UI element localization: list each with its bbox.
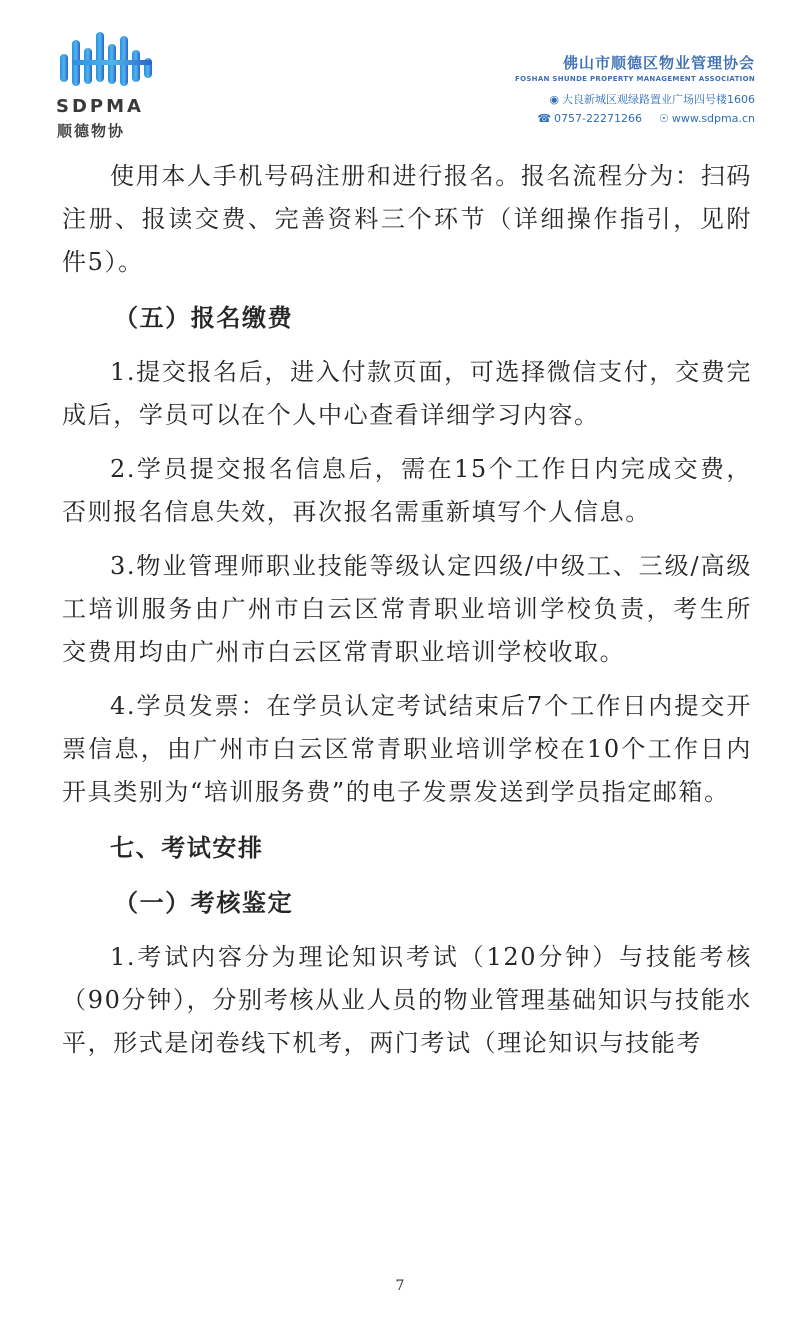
- paragraph-exam-content: 1.考试内容分为理论知识考试（120分钟）与技能考核（90分钟），分别考核从业人员的物业管理基础知识与技能水平，形式是闭卷线下机考，两门考试（理论知识与技能考: [62, 943, 752, 1057]
- section-heading-exam: 七、考试安排: [110, 833, 264, 862]
- phone-web-row: [537, 109, 755, 128]
- address-row: [537, 90, 755, 109]
- page-number: 7: [395, 1278, 405, 1294]
- org-name-en: FOSHAN SHUNDE PROPERTY MANAGEMENT ASSOCIATION: [514, 75, 755, 83]
- logo-abbreviation: SDPMA: [56, 96, 144, 117]
- paragraph-payment-3: 3.物业管理师职业技能等级认定四级/中级工、三级/高级工培训服务由广州市白云区常青职业培训学校负责，考生所交费用均由广州市白云区常青职业培训学校收取。: [62, 552, 752, 666]
- org-name-cn: 佛山市顺德区物业管理协会: [562, 54, 755, 72]
- paragraph-payment-1: 1.提交报名后，进入付款页面，可选择微信支付，交费完成后，学员可以在个人中心查看详细学习内容。: [62, 358, 752, 429]
- subsection-heading-assessment: （一）考核鉴定: [114, 888, 294, 917]
- letterhead: [0, 0, 800, 150]
- contact-info: [537, 90, 755, 128]
- location-pin-icon: ◉: [549, 93, 559, 106]
- document-body: [62, 155, 752, 1065]
- phone-text: 0757-22271266: [554, 112, 642, 125]
- globe-icon: ☉: [658, 112, 669, 125]
- soundwave-logo-icon: [52, 30, 162, 96]
- logo-chinese-name: 顺德物协: [57, 122, 126, 140]
- organization-name: [515, 52, 755, 83]
- address-text: 大良新城区观绿路置业广场四号楼1606: [562, 93, 755, 106]
- website-text[interactable]: www.sdpma.cn: [671, 112, 755, 125]
- phone-icon: ☎: [537, 112, 552, 125]
- paragraph-registration-flow: 使用本人手机号码注册和进行报名。报名流程分为：扫码注册、报读交费、完善资料三个环节（详细操作指引，见附件5）。: [62, 162, 752, 276]
- paragraph-payment-2: 2.学员提交报名信息后，需在15个工作日内完成交费，否则报名信息失效，再次报名需重新填写个人信息。: [62, 455, 752, 526]
- paragraph-payment-4: 4.学员发票：在学员认定考试结束后7个工作日内提交开票信息，由广州市白云区常青职业培训学校在10个工作日内开具类别为“培训服务费”的电子发票发送到学员指定邮箱。: [62, 692, 752, 806]
- section-heading-payment: （五）报名缴费: [114, 303, 294, 332]
